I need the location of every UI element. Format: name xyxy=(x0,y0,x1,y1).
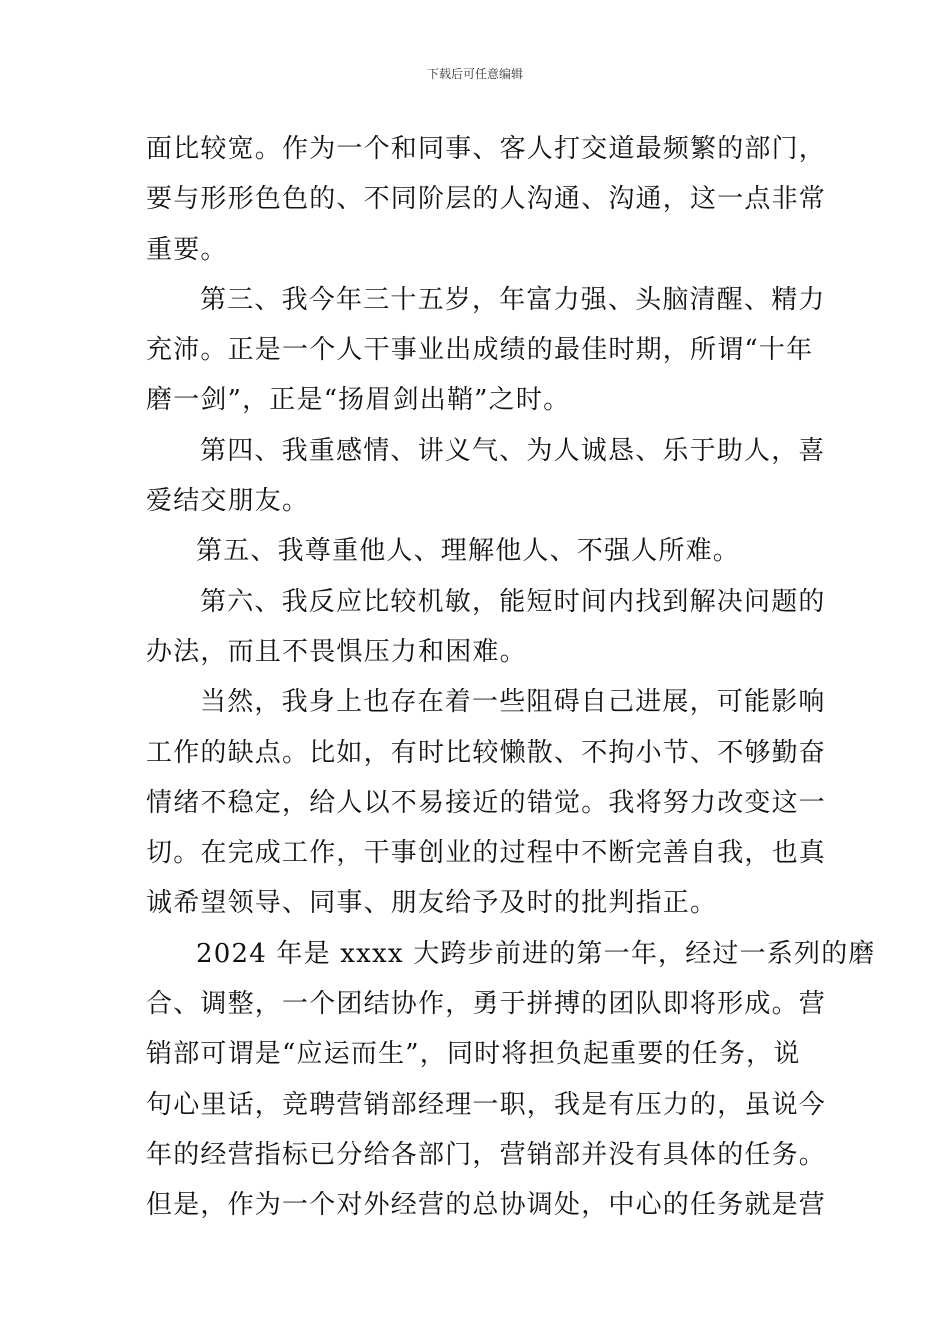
text-line: 工作的缺点。比如，有时比较懒散、不拘小节、不够勤奋 xyxy=(146,737,827,768)
text-line: 磨一剑”，正是“扬眉剑出鞘”之时。 xyxy=(146,385,571,416)
text-line: 但是，作为一个对外经营的总协调处，中心的任务就是营 xyxy=(146,1190,827,1221)
text-line: 当然，我身上也存在着一些阻碍自己进展，可能影响 xyxy=(200,687,826,718)
text-line: 第三、我今年三十五岁，年富力强、头脑清醒、精力 xyxy=(200,284,826,315)
text-line: 切。在完成工作，干事创业的过程中不断完善自我，也真 xyxy=(146,838,827,869)
text-line: 诚希望领导、同事、朋友给予及时的批判指正。 xyxy=(146,888,718,919)
page-header: 下载后可任意编辑 xyxy=(426,67,523,81)
text-line: 年的经营指标已分给各部门，营销部并没有具体的任务。 xyxy=(146,1139,827,1170)
text-line: 办法，而且不畏惧压力和困难。 xyxy=(146,636,527,667)
text-line: 充沛。正是一个人干事业出成绩的最佳时期，所谓“十年 xyxy=(146,335,814,366)
text-line: 重要。 xyxy=(146,234,228,265)
text-line: 第四、我重感情、讲义气、为人诚恳、乐于助人，喜 xyxy=(200,435,826,466)
document-body xyxy=(146,124,876,1231)
text-line: 情绪不稳定，给人以不易接近的错觉。我将努力改变这一 xyxy=(146,787,827,818)
text-line: 句心里话，竞聘营销部经理一职，我是有压力的，虽说今 xyxy=(146,1089,827,1120)
text-line: 面比较宽。作为一个和同事、客人打交道最频繁的部门， xyxy=(146,134,827,164)
text-line: 销部可谓是“应运而生”，同时将担负起重要的任务，说 xyxy=(146,1039,801,1070)
text-line: 爱结交朋友。 xyxy=(146,486,310,517)
text-line: 第五、我尊重他人、理解他人、不强人所难。 xyxy=(196,536,741,567)
text-line: 要与形形色色的、不同阶层的人沟通、沟通，这一点非常 xyxy=(146,184,827,215)
text-line: 第六、我反应比较机敏，能短时间内找到解决问题的 xyxy=(200,586,826,617)
text-line: 合、调整，一个团结协作，勇于拼搏的团队即将形成。营 xyxy=(146,989,827,1020)
text-line: 2024 年是 xxxx 大跨步前进的第一年，经过一系列的磨 xyxy=(196,938,876,969)
